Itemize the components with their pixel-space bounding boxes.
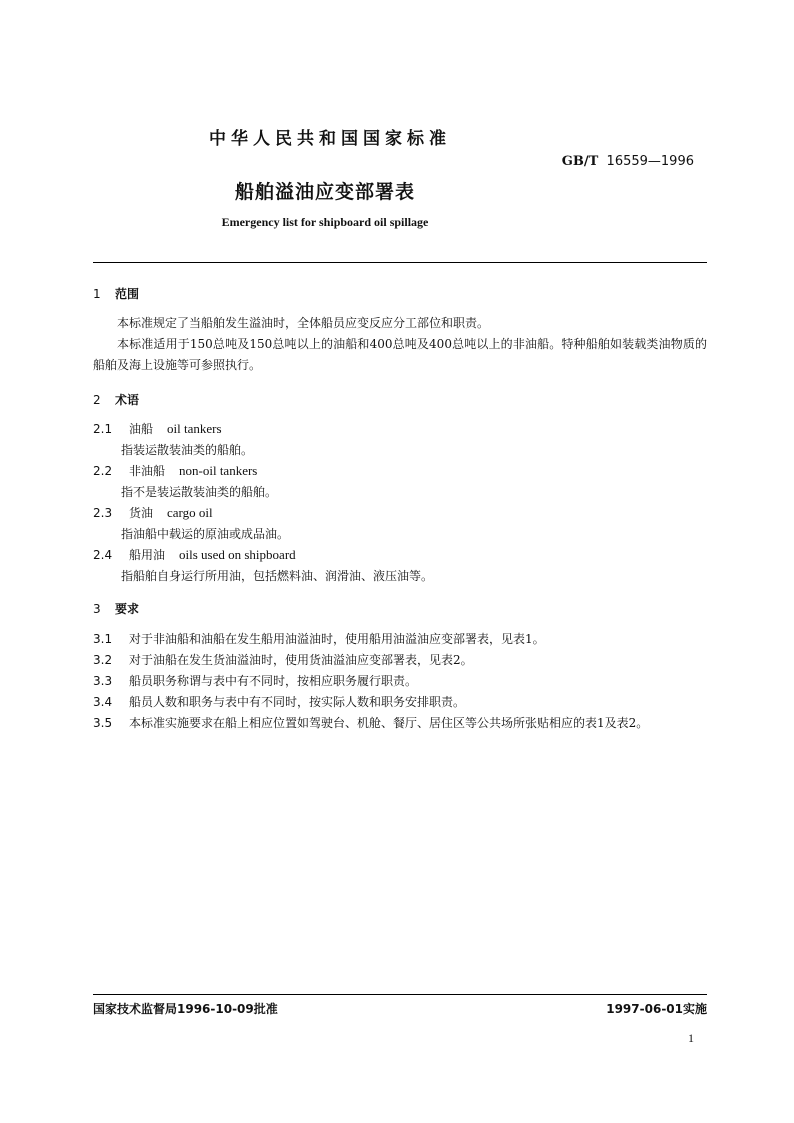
requirement-item [93, 650, 707, 671]
term-en: cargo oil [167, 505, 213, 520]
term-number: 2.2 [93, 464, 113, 478]
effective-date: 1997-06-01实施 [606, 1002, 707, 1016]
section-2-heading [93, 391, 139, 408]
item-number: 3.5 [93, 716, 113, 730]
term-cn: 货油 [129, 506, 154, 520]
section-title: 范围 [115, 287, 140, 301]
header-divider [93, 262, 707, 263]
approval-date: 国家技术监督局1996-10-09批准 [93, 1002, 278, 1016]
section-1-paragraph-2: 本标准适用于150总吨及150总吨以上的油船和400总吨及400总吨以上的非油船。特种船舶如装载类油物质的船舶及海上设施等可参照执行。 [93, 337, 707, 372]
term-number: 2.4 [93, 548, 113, 562]
term-en: non-oil tankers [179, 463, 258, 478]
item-number: 3.4 [93, 695, 113, 709]
item-text: 船员人数和职务与表中有不同时，按实际人数和职务安排职责。 [129, 695, 466, 709]
term-row [93, 462, 257, 479]
item-text: 本标准实施要求在船上相应位置如驾驶台、机舱、餐厅、居住区等公共场所张贴相应的表1及表2。 [129, 716, 649, 730]
section-1-heading [93, 285, 139, 302]
document-title-english: Emergency list for shipboard oil spillage [221, 215, 429, 229]
standard-header-title: 中华人民共和国国家标准 [209, 129, 451, 149]
term-definition: 指船舶自身运行所用油，包括燃料油、润滑油、液压油等。 [121, 569, 434, 583]
standard-prefix: GB/T [561, 154, 599, 169]
page-number: 1 [688, 1031, 694, 1045]
item-text: 对于非油船和油船在发生船用油溢油时，使用船用油溢油应变部署表，见表1。 [129, 632, 545, 646]
section-number: 3 [93, 602, 101, 616]
section-number: 1 [93, 287, 101, 301]
requirement-item [93, 692, 707, 713]
term-definition: 指不是装运散装油类的船舶。 [121, 485, 278, 499]
term-cn: 船用油 [129, 548, 166, 562]
term-definition: 指油船中载运的原油或成品油。 [121, 527, 290, 541]
requirement-item [93, 671, 707, 692]
item-number: 3.2 [93, 653, 113, 667]
item-number: 3.3 [93, 674, 113, 688]
section-1-paragraph-1: 本标准规定了当船舶发生溢油时，全体船员应变反应分工部位和职责。 [117, 316, 490, 330]
term-number: 2.3 [93, 506, 113, 520]
term-row [93, 546, 296, 563]
document-title: 船舶溢油应变部署表 [234, 181, 415, 203]
requirement-item [93, 713, 707, 734]
item-text: 对于油船在发生货油溢油时，使用货油溢油应变部署表，见表2。 [129, 653, 473, 667]
term-cn: 油船 [129, 422, 154, 436]
standard-number [562, 154, 694, 169]
term-en: oils used on shipboard [179, 547, 296, 562]
term-definition: 指装运散装油类的船舶。 [121, 443, 254, 457]
term-en: oil tankers [167, 421, 222, 436]
item-text: 船员职务称谓与表中有不同时，按相应职务履行职责。 [129, 674, 418, 688]
term-row [93, 420, 222, 437]
footer-divider [93, 994, 707, 995]
section-3-heading [93, 600, 139, 617]
section-title: 要求 [115, 602, 140, 616]
item-number: 3.1 [93, 632, 113, 646]
term-row [93, 504, 213, 521]
term-cn: 非油船 [129, 464, 166, 478]
section-number: 2 [93, 393, 101, 407]
term-number: 2.1 [93, 422, 113, 436]
standard-code: 16559—1996 [606, 154, 694, 169]
section-title: 术语 [115, 393, 140, 407]
requirement-item [93, 629, 707, 650]
